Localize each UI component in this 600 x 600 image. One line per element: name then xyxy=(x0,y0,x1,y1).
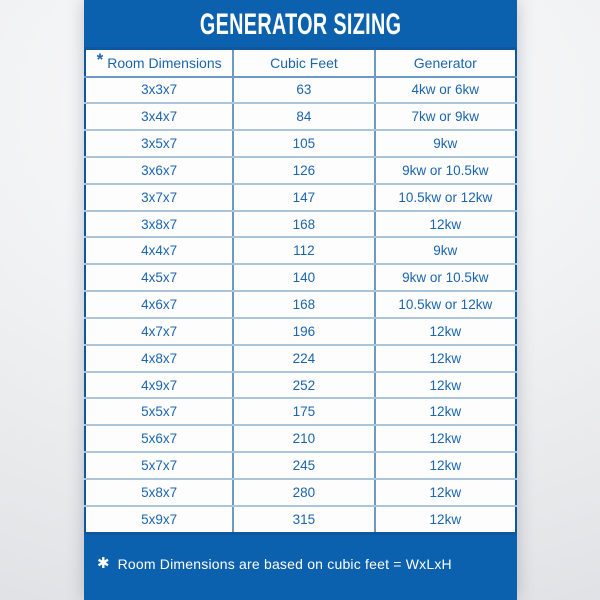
cell-generator: 12kw xyxy=(375,211,516,238)
cell-cubic-feet: 252 xyxy=(233,372,374,399)
cell-generator: 10.5kw or 12kw xyxy=(375,184,516,211)
cell-cubic-feet: 63 xyxy=(233,77,374,104)
cell-cubic-feet: 84 xyxy=(233,103,374,130)
cell-generator: 12kw xyxy=(375,425,516,452)
cell-generator: 9kw or 10.5kw xyxy=(375,157,516,184)
cell-room-dimensions: 3x5x7 xyxy=(85,130,233,157)
table-row xyxy=(85,506,516,534)
poster-title: GENERATOR SIZING xyxy=(199,8,402,41)
table-row xyxy=(85,77,516,104)
generator-sizing-table xyxy=(84,47,517,535)
table-row xyxy=(85,130,516,157)
generator-sizing-poster xyxy=(84,0,517,600)
table-row xyxy=(85,479,516,506)
cell-room-dimensions: 5x5x7 xyxy=(85,398,233,425)
table-row xyxy=(85,452,516,479)
table-row xyxy=(85,103,516,130)
cell-cubic-feet: 168 xyxy=(233,291,374,318)
cell-generator: 10.5kw or 12kw xyxy=(375,291,516,318)
cell-generator: 9kw xyxy=(375,237,516,264)
cell-room-dimensions: 5x6x7 xyxy=(85,425,233,452)
cell-cubic-feet: 168 xyxy=(233,211,374,238)
cell-generator: 12kw xyxy=(375,398,516,425)
col-header-room-dimensions-label: Room Dimensions xyxy=(107,54,222,71)
cell-room-dimensions: 4x4x7 xyxy=(85,237,233,264)
cell-room-dimensions: 4x9x7 xyxy=(85,372,233,399)
title-band xyxy=(84,0,517,47)
cell-room-dimensions: 4x7x7 xyxy=(85,318,233,345)
cell-room-dimensions: 5x7x7 xyxy=(85,452,233,479)
cell-generator: 12kw xyxy=(375,452,516,479)
cell-room-dimensions: 3x8x7 xyxy=(85,211,233,238)
cell-generator: 12kw xyxy=(375,479,516,506)
cell-generator: 7kw or 9kw xyxy=(375,103,516,130)
cell-generator: 9kw xyxy=(375,130,516,157)
table-row xyxy=(85,264,516,291)
cell-generator: 12kw xyxy=(375,372,516,399)
header-row xyxy=(85,49,516,77)
table-row xyxy=(85,291,516,318)
cell-room-dimensions: 3x3x7 xyxy=(85,77,233,104)
cell-cubic-feet: 210 xyxy=(233,425,374,452)
table-area xyxy=(84,47,517,535)
cell-cubic-feet: 126 xyxy=(233,157,374,184)
cell-cubic-feet: 315 xyxy=(233,506,374,534)
cell-room-dimensions: 3x7x7 xyxy=(85,184,233,211)
cell-cubic-feet: 245 xyxy=(233,452,374,479)
table-row xyxy=(85,372,516,399)
cell-room-dimensions: 5x8x7 xyxy=(85,479,233,506)
table-row xyxy=(85,211,516,238)
table-row xyxy=(85,318,516,345)
col-header-generator: Generator xyxy=(375,49,516,77)
cell-cubic-feet: 105 xyxy=(233,130,374,157)
cell-room-dimensions: 4x8x7 xyxy=(85,345,233,372)
cell-room-dimensions: 3x6x7 xyxy=(85,157,233,184)
cell-room-dimensions: 4x5x7 xyxy=(85,264,233,291)
footnote-asterisk-icon: ✱ xyxy=(97,554,110,572)
cell-room-dimensions: 3x4x7 xyxy=(85,103,233,130)
asterisk-marker: * xyxy=(96,49,104,69)
table-row xyxy=(85,237,516,264)
table-row xyxy=(85,425,516,452)
cell-cubic-feet: 147 xyxy=(233,184,374,211)
generator-table-body xyxy=(85,77,516,534)
cell-cubic-feet: 280 xyxy=(233,479,374,506)
cell-cubic-feet: 112 xyxy=(233,237,374,264)
col-header-room-dimensions xyxy=(85,49,233,77)
cell-cubic-feet: 196 xyxy=(233,318,374,345)
table-row xyxy=(85,398,516,425)
table-row xyxy=(85,345,516,372)
table-row xyxy=(85,184,516,211)
cell-generator: 12kw xyxy=(375,345,516,372)
footnote-band xyxy=(84,535,517,600)
cell-cubic-feet: 175 xyxy=(233,398,374,425)
cell-cubic-feet: 140 xyxy=(233,264,374,291)
cell-room-dimensions: 4x6x7 xyxy=(85,291,233,318)
cell-cubic-feet: 224 xyxy=(233,345,374,372)
cell-room-dimensions: 5x9x7 xyxy=(85,506,233,534)
col-header-cubic-feet: Cubic Feet xyxy=(233,49,374,77)
cell-generator: 9kw or 10.5kw xyxy=(375,264,516,291)
footnote-text: Room Dimensions are based on cubic feet = WxLxH xyxy=(117,555,452,572)
cell-generator: 4kw or 6kw xyxy=(375,77,516,104)
cell-generator: 12kw xyxy=(375,318,516,345)
table-row xyxy=(85,157,516,184)
cell-generator: 12kw xyxy=(375,506,516,534)
